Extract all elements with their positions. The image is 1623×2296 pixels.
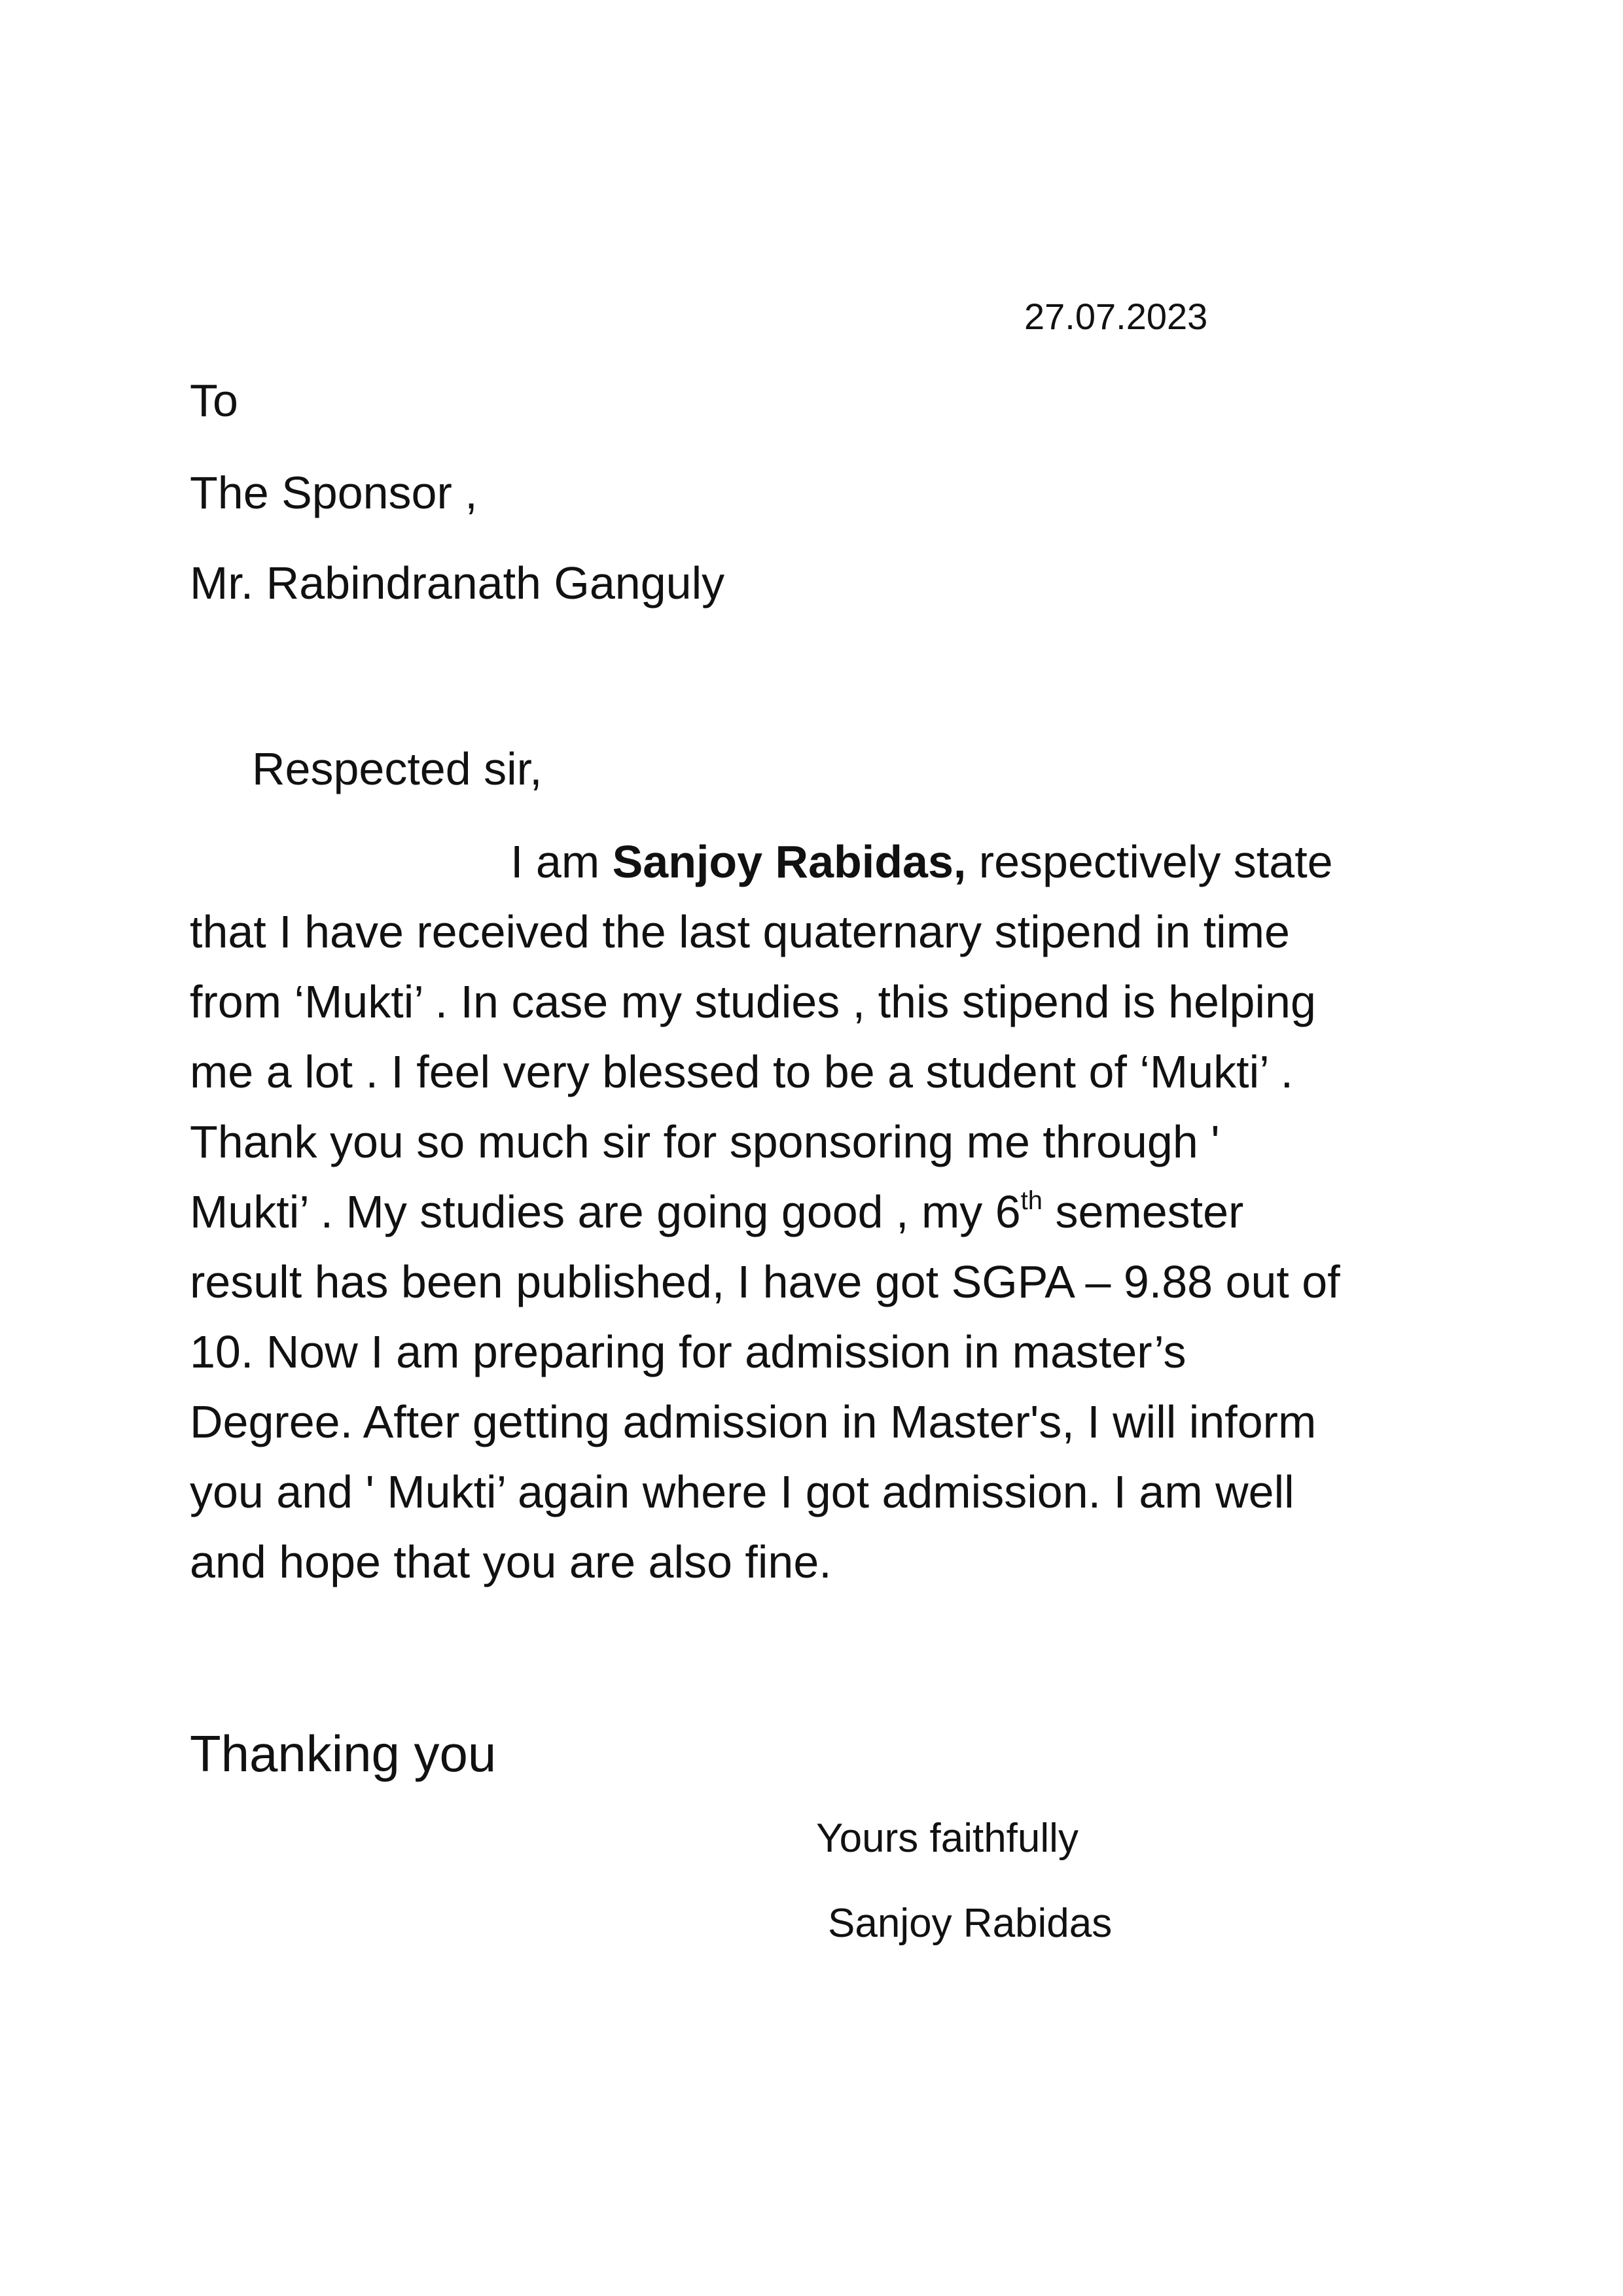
body-line-9: Degree. After getting admission in Master's, I will inform [190,1396,1317,1447]
body-line-6-pre: Mukti’ . My studies are going good , my 6 [190,1186,1021,1237]
ordinal-suffix: th [1020,1186,1043,1215]
closing-line: Yours faithfully [816,1816,1079,1861]
recipient-name: Mr. Rabindranath Ganguly [190,557,725,609]
recipient-to: To [190,375,238,426]
salutation: Respected sir, [252,743,543,794]
body-intro: I am [510,836,613,887]
signature-name: Sanjoy Rabidas [828,1901,1113,1946]
body-line-7: result has been published, I have got SGPA – 9.88 out of [190,1256,1340,1307]
body-line-6-post: semester [1043,1186,1244,1237]
body-line-11: and hope that you are also fine. [190,1536,832,1587]
thanking-line: Thanking you [190,1725,497,1782]
recipient-title: The Sponsor , [190,467,478,518]
body-line-1 [190,827,1446,897]
body-line-5: Thank you so much sir for sponsoring me through ' [190,1116,1220,1167]
body-line-8: 10. Now I am preparing for admission in master’s [190,1326,1186,1377]
body-line-3: from ‘Mukti’ . In case my studies , this stipend is helping [190,976,1316,1027]
body-line-1-rest: respectively state [966,836,1333,887]
letter-date: 27.07.2023 [1024,296,1208,337]
body-line-2: that I have received the last quaternary stipend in time [190,906,1290,957]
body-line-4: me a lot . I feel very blessed to be a student of ‘Mukti’ . [190,1046,1294,1097]
letter-body [190,827,1446,1597]
sender-name-bold: Sanjoy Rabidas, [612,836,967,887]
body-line-10: you and ' Mukti’ again where I got admission. I am well [190,1466,1294,1517]
body-line-6 [190,1177,1446,1247]
